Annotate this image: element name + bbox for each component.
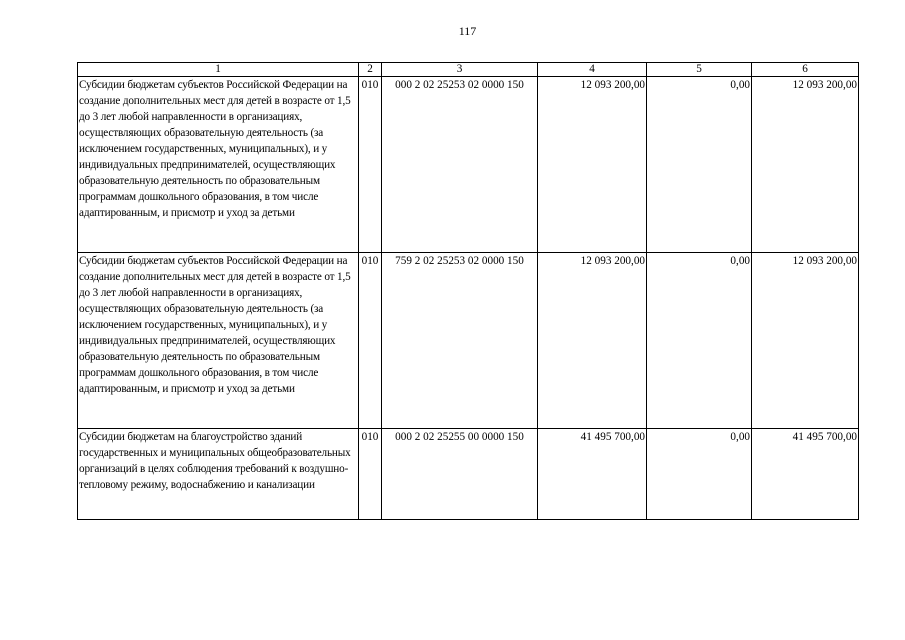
row-admin-code: 010 xyxy=(359,429,382,520)
row-name: Субсидии бюджетам на благоустройство зданий государственных и муниципальных общеобразовательных организаций в целях соблюдения требований к воздушно-тепловому режиму, водоснабжению и канализации xyxy=(79,431,351,491)
row-approved-amount: 12 093 200,00 xyxy=(538,77,647,253)
table-header-row xyxy=(78,63,859,77)
row-executed-amount: 0,00 xyxy=(647,77,752,253)
column-header-3: 3 xyxy=(382,63,538,77)
column-header-1: 1 xyxy=(78,63,359,77)
row-executed-amount: 0,00 xyxy=(647,253,752,429)
row-approved-amount: 12 093 200,00 xyxy=(538,253,647,429)
row-approved-amount: 41 495 700,00 xyxy=(538,429,647,520)
row-name-cell xyxy=(78,77,359,253)
page-number: 117 xyxy=(458,24,477,38)
row-executed-amount: 0,00 xyxy=(647,429,752,520)
table-row xyxy=(78,429,859,520)
row-admin-code: 010 xyxy=(359,77,382,253)
row-name-cell xyxy=(78,253,359,429)
row-remaining-amount: 12 093 200,00 xyxy=(752,253,859,429)
row-remaining-amount: 41 495 700,00 xyxy=(752,429,859,520)
row-budget-code: 000 2 02 25253 02 0000 150 xyxy=(382,77,538,253)
row-remaining-amount: 12 093 200,00 xyxy=(752,77,859,253)
row-admin-code: 010 xyxy=(359,253,382,429)
row-budget-code: 000 2 02 25255 00 0000 150 xyxy=(382,429,538,520)
column-header-4: 4 xyxy=(538,63,647,77)
column-header-2: 2 xyxy=(359,63,382,77)
table-row xyxy=(78,253,859,429)
row-name: Субсидии бюджетам субъектов Российской Федерации на создание дополнительных мест для детей в возрасте от 1,5 до 3 лет любой направленности в организациях, осуществляющих образовательную деятельность (за исключением государственных, муниципальных), и у индивидуальных предпринимателей, осуществляющих образовательную деятельность по образовательным программам дошкольного образования, в том числе адаптированным, и присмотр и уход за детьми xyxy=(79,255,351,395)
row-budget-code: 759 2 02 25253 02 0000 150 xyxy=(382,253,538,429)
column-header-5: 5 xyxy=(647,63,752,77)
row-name: Субсидии бюджетам субъектов Российской Федерации на создание дополнительных мест для детей в возрасте от 1,5 до 3 лет любой направленности в организациях, осуществляющих образовательную деятельность (за исключением государственных, муниципальных), и у индивидуальных предпринимателей, осуществляющих образовательную деятельность по образовательным программам дошкольного образования, в том числе адаптированным, и присмотр и уход за детьми xyxy=(79,79,351,219)
table-row xyxy=(78,77,859,253)
row-name-cell xyxy=(78,429,359,520)
budget-table xyxy=(77,62,859,520)
column-header-6: 6 xyxy=(752,63,859,77)
